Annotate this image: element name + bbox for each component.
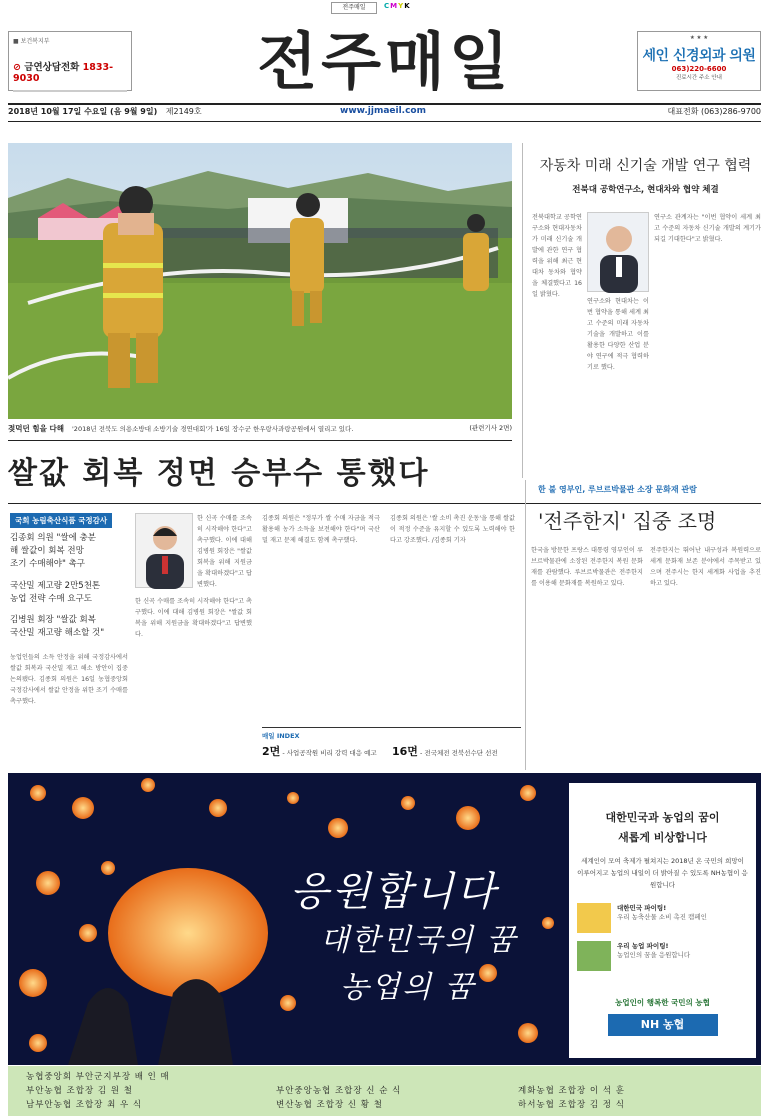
deck-1	[10, 532, 96, 571]
caption-title: 젖먹던 힘을 다해	[8, 424, 64, 433]
mid-story-headline: '전주한지' 집중 조명	[538, 509, 717, 533]
right-col-2: 연구소와 현대차는 이번 협약을 통해 세계 최고 수준의 미래 자동차 기술을 개발하고 이를 활용한 다양한 산업 분야 연구에 적극 협력하기로 했다.	[587, 298, 649, 371]
index-tag: 매일 INDEX	[262, 732, 300, 740]
site-url[interactable]: www.jjmaeil.com	[340, 106, 426, 116]
index-box	[262, 727, 521, 771]
issue-number: 제2149호	[165, 107, 202, 116]
caption-related: (관련기사 2면)	[469, 424, 512, 432]
item-text: 농업인의 꿈을 응원합니다	[617, 951, 691, 959]
ad-slogan-1: 응원합니다	[290, 869, 499, 915]
tel: 대표전화 (063)286-9700	[667, 107, 761, 116]
deck-line: 조기 수매해야" 촉구	[10, 559, 86, 569]
farm-icon	[577, 941, 611, 971]
deck-3	[10, 614, 104, 640]
item-text: 우리 농축산물 소비 촉진 캠페인	[617, 913, 707, 921]
footer-row-2-b: 부안중앙농협 조합장 신 순 식	[276, 1086, 402, 1096]
footer-row-3-c: 하서농협 조합장 김 정 식	[518, 1100, 625, 1110]
footer-row-2-a: 부안농협 조합장 김 원 철	[26, 1086, 133, 1096]
index-text: - 사업공작원 비리 강력 대응 예고	[282, 749, 377, 757]
sponsor-footer	[8, 1066, 761, 1116]
right-col-1: 전북대학교 공학연구소와 현대자동차가 미래 신기술 개발에 관한 연구 협력을 위해 최근 현대차 동차와 협약을 체결했다고 16일 밝혔다.	[532, 214, 582, 298]
deck-line: 농업 전략 수매 요구도	[10, 594, 93, 604]
hotline-number: 1833-9030	[13, 62, 114, 84]
hotline-label: 금연상담전화	[24, 62, 80, 73]
footer-row-3-a: 남부안농협 조합장 최 우 식	[26, 1100, 143, 1110]
clinic-line: 진료시간 주소 안내	[675, 75, 722, 81]
section-rule	[8, 503, 761, 504]
deck-line: 해 쌀값이 회복 전망	[10, 546, 84, 556]
reporter-photo	[587, 212, 649, 292]
footer-row-1: 농협중앙회 부안군지부장 배 인 매	[26, 1072, 170, 1082]
photo-caption	[8, 423, 512, 434]
main-headline: 쌀값 회복 정면 승부수 통했다	[8, 456, 430, 491]
ad-clinic	[637, 31, 761, 91]
deck-2	[10, 580, 100, 606]
ad-slogan-2: 대한민국의 꿈	[320, 923, 518, 958]
right-story-headline: 자동차 미래 신기술 개발 연구 협력	[539, 158, 752, 174]
item-title: 대한민국 파이팅!	[617, 904, 667, 912]
footer-row-3-b: 변산농협 조합장 신 황 철	[276, 1100, 383, 1110]
clinic-phone: 063)220-6600	[671, 65, 727, 73]
lawmaker-photo	[135, 513, 193, 588]
deck-line: 국산밀 재고량 해소할 것"	[10, 628, 105, 638]
clinic-name: 세인 신경외과 의원	[642, 48, 756, 64]
mid-col-1: 한국을 방문한 프랑스 대통령 영부인이 루브르박물관에 소장된 전주한지 복원 문화재를 관람했다. 루브르박물관은 전주한지를 이용해 문화재를 복원하고 있다.	[531, 547, 643, 587]
main-col-3: 김종회 의원은 '쌀 소비 촉진 운동'을 통해 쌀값이 적정 수준을 유지할 수 있도록 노력해야 한다고 강조했다. /김종회 기자	[390, 515, 515, 544]
deck-line: 김종회 의원 "쌀에 충분	[10, 533, 96, 543]
index-text: - 전국체전 전북선수단 선전	[420, 749, 498, 757]
item-title: 우리 농업 파이팅!	[617, 942, 669, 950]
panel-item-1	[577, 903, 748, 933]
story-kicker: 국회 농림축산식품 국정감사	[10, 513, 112, 528]
hotline	[13, 59, 127, 84]
deck-line: 김병원 회장 "쌀값 회복	[10, 615, 96, 625]
ad-nonsmoking	[8, 31, 132, 91]
panel-tagline: 농업인이 행복한 국민의 농협	[615, 998, 710, 1007]
column-divider	[522, 143, 523, 478]
right-col-3: 연구소 관계자는 "이번 협약이 세계 최고 수준의 자동차 신기술 개발의 계기가 되길 기대한다"고 밝혔다.	[654, 214, 761, 243]
main-photo	[8, 143, 512, 419]
ad-slogan-3: 농업의 꿈	[340, 970, 476, 1005]
mid-story-kicker: 한 불 영부인, 루브르박물관 소장 문화재 관람	[538, 485, 697, 494]
left-body: 농업인들의 소득 안정을 위해 국정감사에서 쌀값 회복과 국산밀 재고 해소 방안이 집중 논의됐다. 김종회 의원은 16일 농협중앙회 국정감사에서 쌀값 안정을 위한 조기 수매를 촉구했다.	[10, 654, 128, 705]
main-col-2: 김종회 의원은 "정부가 쌀 수매 자금을 적극 활용해 농가 소득을 보전해야 한다"며 국산밀 재고 문제 해결도 함께 촉구했다.	[262, 515, 380, 544]
color-marks: CMYK	[384, 2, 411, 10]
caption-text: '2018년 전북도 의용소방대 소방기술 경연대회'가 16일 장수군 한우랑사과랑공원에서 열리고 있다.	[72, 425, 354, 433]
main-col-0: 한 신곡 수매를 조속히 시작해야 한다"고 촉구했다. 이에 대해 김병원 회장은 "쌀값 회복을 위해 지원금을 확대하겠다"고 답변했다.	[197, 515, 252, 588]
index-item-p2[interactable]	[262, 743, 377, 759]
nh-logo: NH 농협	[608, 1014, 718, 1036]
deck-line: 국산밀 제고량 2만5천톤	[10, 581, 101, 591]
right-story-subhead: 전북대 공학연구소, 현대차와 협약 체결	[572, 185, 719, 195]
ad-divider	[13, 90, 127, 92]
panel-item-2	[577, 941, 748, 971]
index-page: 16면	[392, 745, 418, 758]
panel-text: 세계인이 모여 축제가 펼쳐지는 2018년 온 국민의 희망이 이루어지고 농업의 내일이 더 밝아질 수 있도록 NH농협이 응원합니다	[577, 857, 748, 889]
ad-panel	[569, 783, 756, 1058]
footer-row-2-c: 계화농협 조합장 이 석 훈	[518, 1086, 625, 1096]
soccer-icon	[577, 903, 611, 933]
mid-col-2: 전주한지는 뛰어난 내구성과 복원력으로 세계 문화재 보존 분야에서 주목받고 있으며 전주시는 한지 세계화 사업을 추진하고 있다.	[650, 547, 761, 587]
index-item-p16[interactable]	[392, 743, 498, 759]
ad-logo: ■ 보건복지부	[13, 38, 50, 45]
masthead: 전주매일	[257, 25, 513, 98]
date-rule	[8, 121, 761, 122]
panel-title-1: 대한민국과 농업의 꿈이	[605, 811, 720, 824]
mid-divider	[525, 480, 526, 770]
top-rule	[8, 103, 761, 105]
panel-title-2: 새롭게 비상합니다	[618, 831, 707, 844]
ad-note: ★ ★ ★	[689, 35, 709, 41]
index-page: 2면	[262, 745, 281, 758]
main-col-1: 한 신곡 수매를 조속히 시작해야 한다"고 촉구했다. 이에 대해 김병원 회장은 "쌀값 회복을 위해 지원금을 확대하겠다"고 답변했다.	[135, 598, 252, 638]
headline-rule	[8, 440, 512, 441]
no-smoking-icon: ⊘	[13, 62, 21, 73]
registration-box: 전주매일	[331, 2, 377, 14]
date: 2018년 10월 17일 수요일 (음 9월 9일)	[8, 107, 158, 116]
